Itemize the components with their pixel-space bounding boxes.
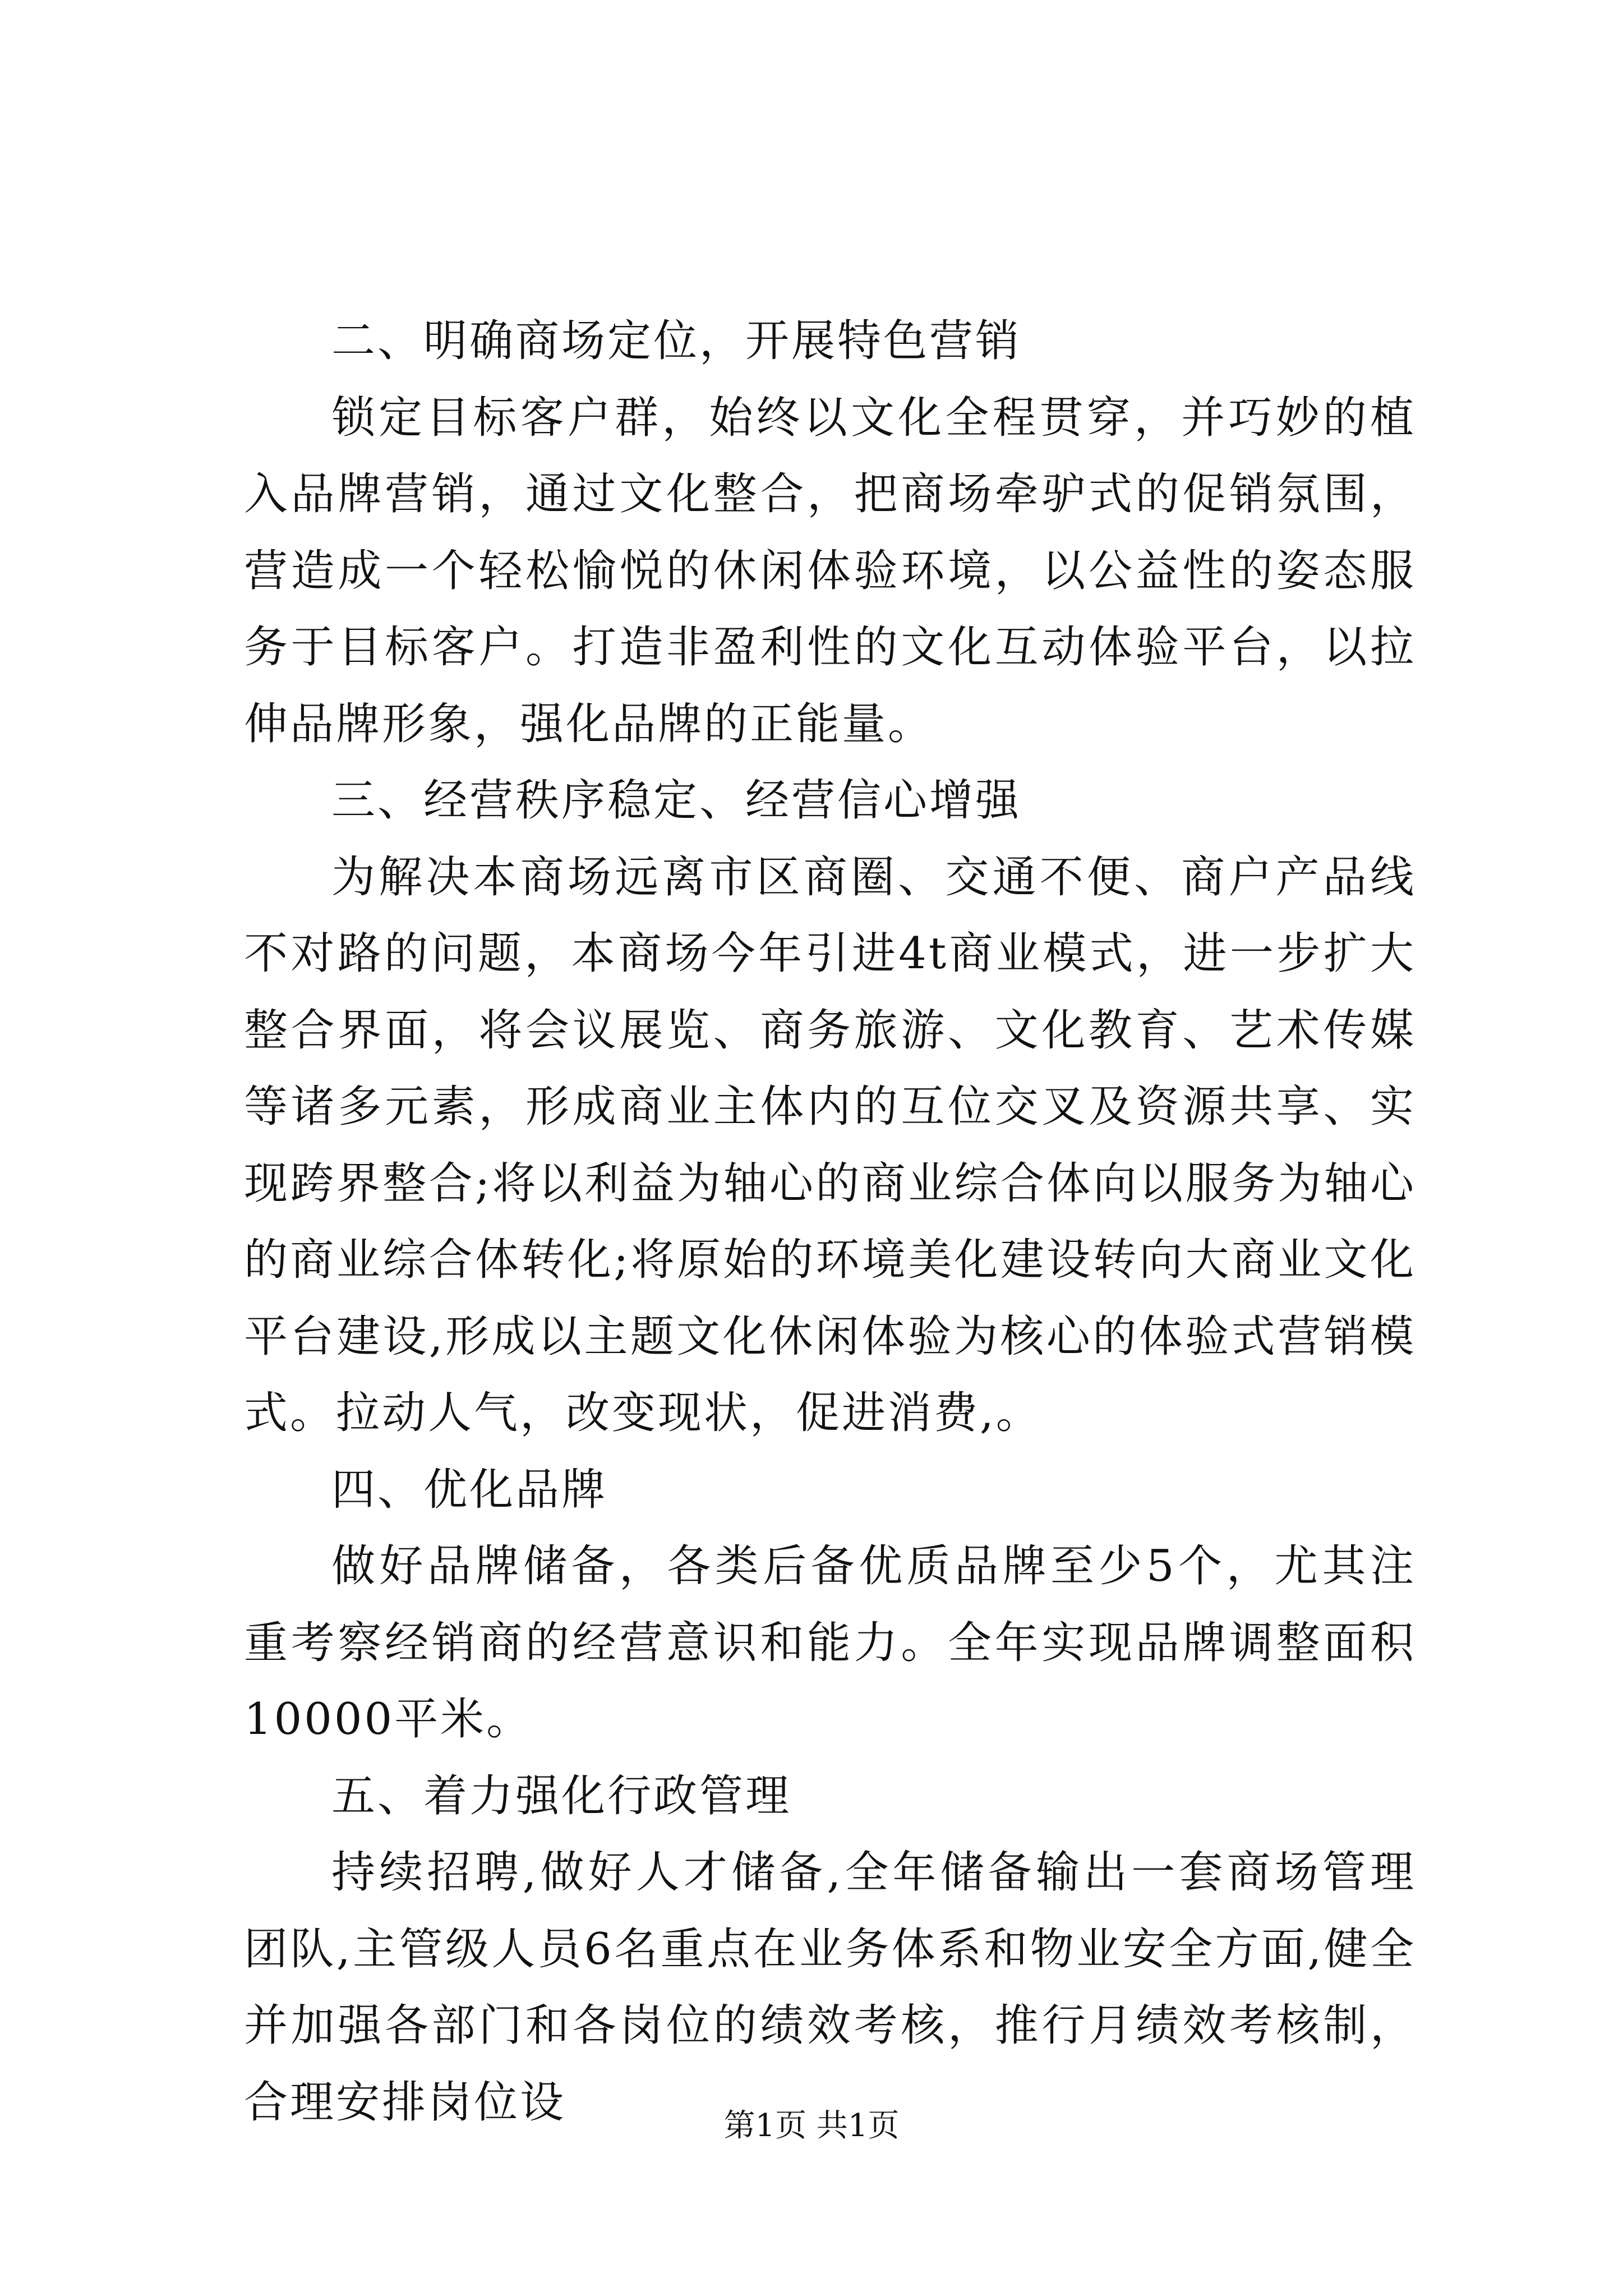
section-heading-brand: 四、优化品牌: [331, 1464, 608, 1515]
paragraph-admin: 持续招聘,做好人才储备,全年储备输出一套商场管理团队,主管级人员6名重点在业务体系和物业安全方面,健全并加强各部门和各岗位的绩效考核，推行月绩效考核制，合理安排岗位设: [244, 1847, 1416, 2128]
page-number-footer: 第1页 共1页: [723, 2108, 900, 2144]
section-heading-positioning: 二、明确商场定位，开展特色营销: [331, 316, 1022, 366]
paragraph-brand: 做好品牌储备，各类后备优质品牌至少5个，尤其注重考察经销商的经营意识和能力。全年实现品牌调整面积10000平米。: [244, 1541, 1416, 1745]
paragraph-positioning: 锁定目标客户群，始终以文化全程贯穿，并巧妙的植入品牌营销，通过文化整合，把商场牵驴式的促销氛围，营造成一个轻松愉悦的休闲体验环境，以公益性的姿态服务于目标客户。打造非盈利性的文化互动体验平台，以拉伸品牌形象，强化品牌的正能量。: [244, 392, 1416, 749]
section-heading-admin: 五、着力强化行政管理: [331, 1770, 792, 1821]
paragraph-operations: 为解决本商场远离市区商圈、交通不便、商户产品线不对路的问题，本商场今年引进4t商业模式，进一步扩大整合界面，将会议展览、商务旅游、文化教育、艺术传媒等诸多元素，形成商业主体内的互位交叉及资源共享、实现跨界整合;将以利益为轴心的商业综合体向以服务为轴心的商业综合体转化;将原始的环境美化建设转向大商业文化平台建设,形成以主题文化休闲体验为核心的体验式营销模式。拉动人气，改变现状，促进消费,。: [244, 852, 1416, 1438]
document-body: [244, 303, 1416, 2141]
section-heading-operations: 三、经营秩序稳定、经营信心增强: [331, 775, 1022, 826]
